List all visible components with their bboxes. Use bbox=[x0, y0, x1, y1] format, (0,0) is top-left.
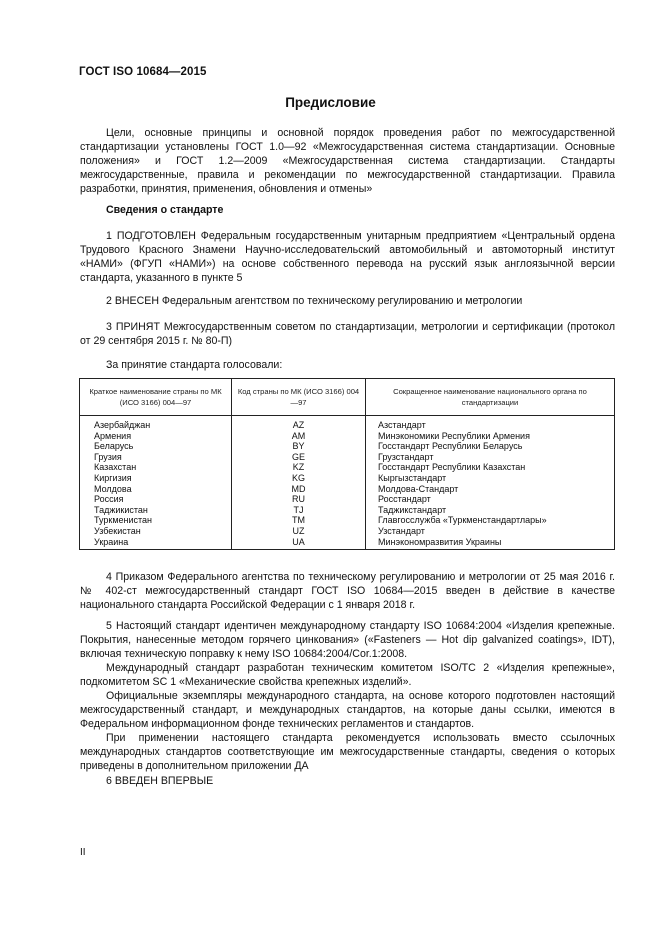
table-row bbox=[80, 416, 615, 431]
country-code-cell: RU bbox=[232, 494, 366, 505]
country-name-cell: Таджикистан bbox=[80, 505, 232, 516]
standards-body-cell: Грузстандарт bbox=[366, 452, 615, 463]
standards-body-cell: Кыргызстандарт bbox=[366, 473, 615, 484]
page-number: II bbox=[80, 847, 86, 858]
table-row bbox=[80, 452, 615, 463]
country-name-cell: Молдова bbox=[80, 484, 232, 495]
table-row bbox=[80, 431, 615, 442]
standards-body-cell: Госстандарт Республики Беларусь bbox=[366, 441, 615, 452]
standards-body-cell: Молдова-Стандарт bbox=[366, 484, 615, 495]
standards-body-cell: Минэкономики Республики Армения bbox=[366, 431, 615, 442]
country-name-cell: Узбекистан bbox=[80, 526, 232, 537]
section-heading: Сведения о стандарте bbox=[106, 204, 224, 216]
country-code-cell: KZ bbox=[232, 462, 366, 473]
country-code-cell: AM bbox=[232, 431, 366, 442]
country-name-cell: Армения bbox=[80, 431, 232, 442]
country-code-cell: TM bbox=[232, 515, 366, 526]
standards-body-cell: Главгосслужба «Туркменстандартлары» bbox=[366, 515, 615, 526]
item-5-paragraph-c: Официальные экземпляры международного стандарта, на основе которого подготовлен настоящий межгосударственный стандарт, и международных стандартов, на которые даны ссылки, имеются в Федеральном информационном фонде технических регламентов и стандартов. bbox=[80, 690, 615, 730]
table-row bbox=[80, 526, 615, 537]
table-row bbox=[80, 462, 615, 473]
item-4-block bbox=[80, 570, 615, 612]
country-code-cell: UZ bbox=[232, 526, 366, 537]
table-row bbox=[80, 505, 615, 516]
page-title: Предисловие bbox=[285, 95, 376, 110]
table-row bbox=[80, 494, 615, 505]
country-name-cell: Азербайджан bbox=[80, 416, 232, 431]
country-code-cell: GE bbox=[232, 452, 366, 463]
country-code-cell: TJ bbox=[232, 505, 366, 516]
country-name-cell: Киргизия bbox=[80, 473, 232, 484]
item-3-block bbox=[80, 320, 615, 348]
item-5-paragraph-a: 5 Настоящий стандарт идентичен международному стандарту ISO 10684:2004 «Изделия крепежные. Покрытия, нанесенные методом горячего цинкования» («Fasteners — Hot dip galvanized coatings», IDT), включая техническую поправку к нему ISO 10684:2004/Cor.1:2008. bbox=[80, 620, 615, 660]
item-1-block bbox=[80, 229, 615, 285]
table-row bbox=[80, 441, 615, 452]
country-code-cell: UA bbox=[232, 537, 366, 550]
intro-paragraph: Цели, основные принципы и основной порядок проведения работ по межгосударственной стандартизации установлены ГОСТ 1.0—92 «Межгосударственная система стандартизации. Основные положения» и ГОСТ 1.2—2009 «Межгосударственная система стандартизации. Стандарты межгосударственные, правила и рекомендации по межгосударственной стандартизации. Правила разработки, принятия, применения, обновления и отмены» bbox=[80, 127, 615, 195]
document-id-header: ГОСТ ISO 10684—2015 bbox=[79, 66, 207, 78]
intro-block bbox=[80, 126, 615, 196]
table-body bbox=[80, 416, 615, 550]
standards-body-cell: Росстандарт bbox=[366, 494, 615, 505]
header-country-name: Краткое наименование страны по МК (ИСО 3166) 004—97 bbox=[80, 379, 232, 416]
item-1-paragraph: 1 ПОДГОТОВЛЕН Федеральным государственным унитарным предприятием «Центральный ордена Трудового Красного Знамени Научно-исследовательский автомобильный и автомоторный институт «НАМИ» (ФГУП «НАМИ») на основе собственного перевода на русский язык англоязычной версии стандарта, указанного в пункте 5 bbox=[80, 230, 615, 284]
table-row bbox=[80, 537, 615, 550]
country-code-cell: MD bbox=[232, 484, 366, 495]
standards-body-cell: Таджикстандарт bbox=[366, 505, 615, 516]
header-country-code: Код страны по МК (ИСО 3166) 004—97 bbox=[232, 379, 366, 416]
item-5-paragraph-b: Международный стандарт разработан техническим комитетом ISO/TC 2 «Изделия крепежные», подкомитетом SC 1 «Механические свойства крепежных изделий». bbox=[80, 662, 615, 688]
table-row bbox=[80, 515, 615, 526]
country-name-cell: Украина bbox=[80, 537, 232, 550]
item-2-paragraph: 2 ВНЕСЕН Федеральным агентством по техническому регулированию и метрологии bbox=[106, 295, 523, 307]
header-standards-body: Сокращенное наименование национального органа по стандартизации bbox=[366, 379, 615, 416]
standards-body-cell: Госстандарт Республики Казахстан bbox=[366, 462, 615, 473]
country-name-cell: Грузия bbox=[80, 452, 232, 463]
item-4-paragraph: 4 Приказом Федерального агентства по техническому регулированию и метрологии от 25 мая 2016 г. № 402-ст межгосударственный стандарт ГОСТ ISO 10684—2015 введен в действие в качестве национального стандарта Российской Федерации с 1 января 2018 г. bbox=[80, 571, 615, 611]
table-header-row bbox=[80, 379, 615, 416]
country-name-cell: Беларусь bbox=[80, 441, 232, 452]
country-name-cell: Россия bbox=[80, 494, 232, 505]
country-name-cell: Казахстан bbox=[80, 462, 232, 473]
item-3-paragraph: 3 ПРИНЯТ Межгосударственным советом по стандартизации, метрологии и сертификации (протокол от 29 сентября 2015 г. № 80-П) bbox=[80, 321, 615, 347]
item-5-block bbox=[80, 619, 615, 773]
item-5-paragraph-d: При применении настоящего стандарта рекомендуется использовать вместо ссылочных международных стандартов соответствующие им межгосударственные стандарты, сведения о которых приведены в дополнительном приложении ДА bbox=[80, 732, 615, 772]
table-row bbox=[80, 484, 615, 495]
country-code-cell: BY bbox=[232, 441, 366, 452]
item-2-block bbox=[80, 294, 615, 308]
standards-body-cell: Минэкономразвития Украины bbox=[366, 537, 615, 550]
country-name-cell: Туркменистан bbox=[80, 515, 232, 526]
vote-label: За принятие стандарта голосовали: bbox=[106, 359, 283, 371]
standards-body-cell: Азстандарт bbox=[366, 416, 615, 431]
item-6-paragraph: 6 ВВЕДЕН ВПЕРВЫЕ bbox=[106, 775, 214, 787]
country-code-cell: AZ bbox=[232, 416, 366, 431]
voting-table bbox=[79, 378, 615, 550]
country-code-cell: KG bbox=[232, 473, 366, 484]
table-row bbox=[80, 473, 615, 484]
standards-body-cell: Узстандарт bbox=[366, 526, 615, 537]
